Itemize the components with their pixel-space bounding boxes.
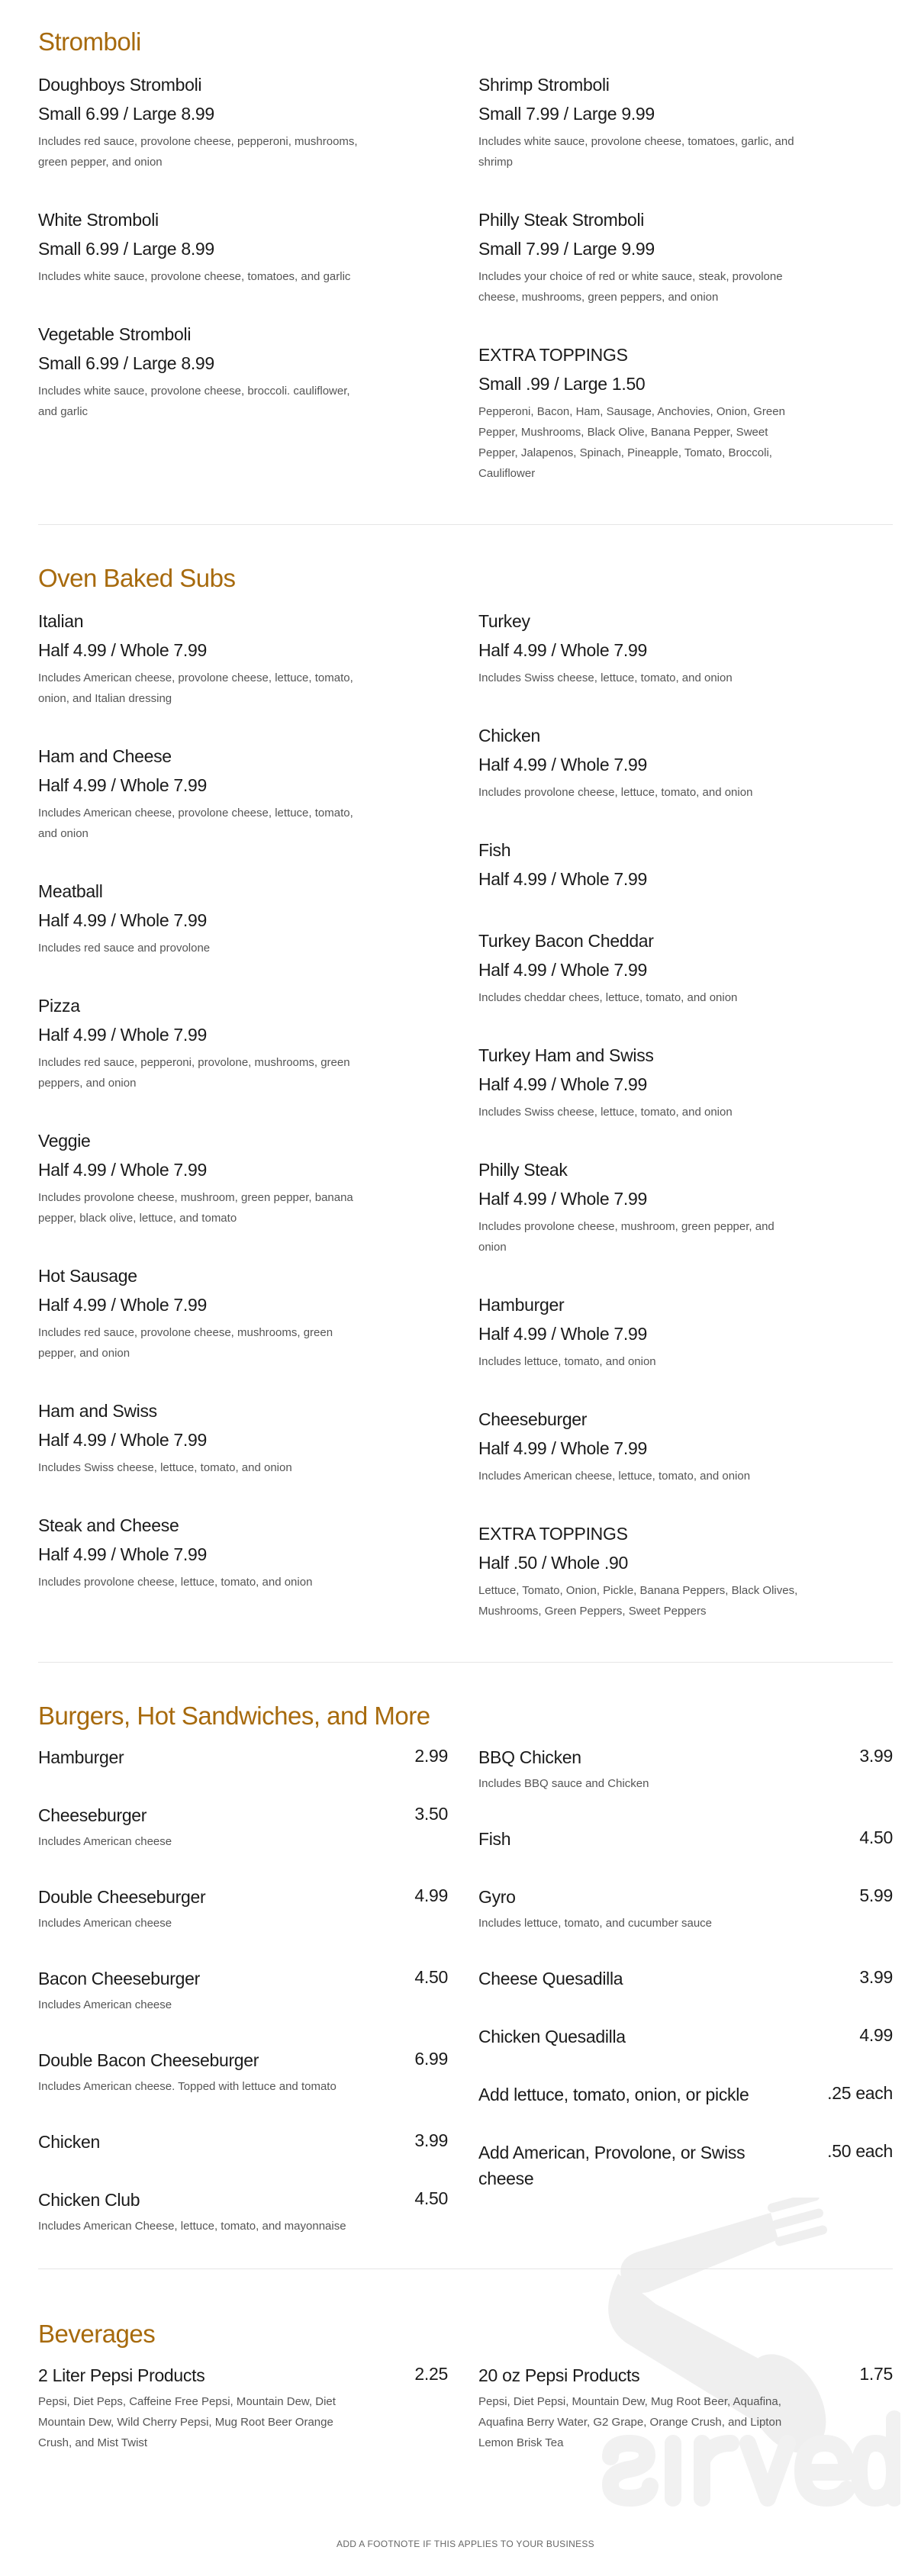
section-divider (38, 524, 893, 525)
item-price: Half 4.99 / Whole 7.99 (38, 1430, 207, 1450)
item-price: Half 4.99 / Whole 7.99 (38, 1025, 207, 1045)
item-header (38, 1802, 448, 1828)
item-price: 1.75 (859, 2364, 893, 2384)
menu-item (38, 1126, 448, 1228)
section-oven-baked-subs (38, 559, 893, 1654)
item-price: Half 4.99 / Whole 7.99 (38, 640, 207, 660)
item-description: Includes red sauce, provolone cheese, pepperoni, mushrooms, green pepper, and onion (38, 135, 358, 169)
section-stromboli (38, 23, 893, 517)
right-column (478, 2362, 893, 2485)
item-price: Half 4.99 / Whole 7.99 (478, 1074, 647, 1094)
item-name: Ham and Cheese (38, 746, 172, 766)
item-name: Hamburger (478, 1295, 565, 1315)
menu-item (38, 1511, 448, 1592)
item-price: Small 6.99 / Large 8.99 (38, 353, 214, 373)
item-header (38, 2047, 448, 2073)
item-description: Includes American cheese. Topped with lettuce and tomato (38, 2080, 337, 2093)
item-price: Half 4.99 / Whole 7.99 (478, 1189, 647, 1209)
item-header (38, 1966, 448, 1992)
item-name: Turkey Bacon Cheddar (478, 931, 654, 951)
item-name: EXTRA TOPPINGS (478, 1524, 628, 1544)
item-header (478, 1744, 893, 1770)
menu-item (478, 205, 893, 308)
menu-item (478, 340, 893, 484)
item-description: Includes white sauce, provolone cheese, tomatoes, garlic, and shrimp (478, 135, 794, 169)
item-price: .50 each (827, 2141, 893, 2161)
section-burgers (38, 1697, 893, 2268)
item-price: 4.50 (414, 2188, 448, 2208)
item-price: Half 4.99 / Whole 7.99 (38, 775, 207, 795)
menu-item (478, 2024, 893, 2050)
section-beverages (38, 2315, 893, 2485)
item-price: Half 4.99 / Whole 7.99 (38, 1160, 207, 1180)
section-title: Burgers, Hot Sandwiches, and More (38, 1702, 430, 1730)
menu-item (478, 1290, 893, 1372)
item-name: Fish (478, 840, 511, 860)
menu-item (38, 2129, 448, 2155)
item-name: EXTRA TOPPINGS (478, 345, 628, 365)
item-name: Cheeseburger (478, 1409, 588, 1429)
menu-item (478, 1041, 893, 1122)
item-price: 4.99 (859, 2025, 893, 2045)
item-name: Chicken (38, 2132, 100, 2152)
menu-item (478, 1519, 893, 1621)
item-description: Pepsi, Diet Pepsi, Mountain Dew, Mug Root Beer, Aquafina, Aquafina Berry Water, G2 Grape, Orange Crush, and Lipton Lemon Brisk Tea (478, 2395, 782, 2449)
item-description: Includes American Cheese, lettuce, tomato, and mayonnaise (38, 2220, 346, 2233)
item-name: Doughboys Stromboli (38, 75, 202, 95)
item-price: Half 4.99 / Whole 7.99 (38, 1295, 207, 1315)
menu-item (38, 2047, 448, 2097)
menu-item (38, 1744, 448, 1770)
item-name: Ham and Swiss (38, 1401, 157, 1421)
item-price: 5.99 (859, 1885, 893, 1905)
item-price: 3.99 (859, 1967, 893, 1987)
item-description: Includes your choice of red or white sauce, steak, provolone cheese, mushrooms, green peppers, and onion (478, 270, 783, 304)
item-header (478, 1884, 893, 1910)
item-name: Turkey (478, 611, 530, 631)
item-price: Half .50 / Whole .90 (478, 1553, 628, 1573)
item-name: Hamburger (38, 1747, 124, 1767)
item-description: Includes American cheese (38, 1917, 172, 1930)
footnote: ADD A FOOTNOTE IF THIS APPLIES TO YOUR BUSINESS (337, 2539, 594, 2549)
left-column (38, 607, 478, 1654)
right-column (478, 1744, 893, 2268)
menu-item (478, 2362, 893, 2453)
item-name: Veggie (38, 1131, 91, 1151)
item-header (478, 1966, 893, 1992)
section-title: Oven Baked Subs (38, 564, 236, 592)
section-title: Beverages (38, 2320, 156, 2348)
item-price: .25 each (827, 2083, 893, 2103)
item-description: Includes Swiss cheese, lettuce, tomato, and onion (478, 1106, 733, 1119)
menu-item (38, 742, 448, 844)
item-price: Half 4.99 / Whole 7.99 (478, 1438, 647, 1458)
item-description: Includes BBQ sauce and Chicken (478, 1777, 649, 1790)
item-name: Meatball (38, 881, 103, 901)
item-header (38, 1884, 448, 1910)
item-description: Includes lettuce, tomato, and onion (478, 1355, 656, 1368)
item-description: Pepperoni, Bacon, Ham, Sausage, Anchovies, Onion, Green Pepper, Mushrooms, Black Olive, Banana Pepper, Sweet Pepper, Jalapenos, Spinach, Pineapple, Tomato, Broccoli, Cauliflower (478, 405, 785, 480)
item-description: Includes provolone cheese, lettuce, tomato, and onion (38, 1576, 313, 1589)
item-price: 6.99 (414, 2049, 448, 2069)
item-name: Italian (38, 611, 84, 631)
item-header (478, 2362, 893, 2388)
item-name: Add lettuce, tomato, onion, or pickle (478, 2085, 749, 2104)
item-description: Includes American cheese (38, 1998, 172, 2011)
item-price: 2.99 (414, 1746, 448, 1766)
item-name: 2 Liter Pepsi Products (38, 2365, 205, 2385)
item-name: Double Cheeseburger (38, 1887, 206, 1907)
item-header (478, 2140, 893, 2191)
item-description: Includes red sauce and provolone (38, 942, 211, 955)
menu-item (478, 721, 893, 803)
item-description: Includes provolone cheese, mushroom, green pepper, banana pepper, black olive, lettuce, and tomato (38, 1191, 353, 1225)
menu-item (38, 1966, 448, 2015)
menu-item (38, 1396, 448, 1478)
item-name: Cheeseburger (38, 1805, 147, 1825)
item-price: Small 6.99 / Large 8.99 (38, 239, 214, 259)
item-header (38, 2187, 448, 2213)
item-description: Includes provolone cheese, mushroom, green pepper, and onion (478, 1220, 774, 1254)
item-name: Shrimp Stromboli (478, 75, 610, 95)
item-price: Half 4.99 / Whole 7.99 (478, 640, 647, 660)
item-name: Vegetable Stromboli (38, 324, 192, 344)
item-price: Half 4.99 / Whole 7.99 (478, 960, 647, 980)
menu-item (38, 2187, 448, 2236)
item-header (478, 2082, 893, 2107)
menu-item (38, 607, 448, 709)
left-column (38, 1744, 478, 2268)
item-name: 20 oz Pepsi Products (478, 2365, 640, 2385)
menu-item (478, 607, 893, 688)
menu-item (38, 1802, 448, 1852)
item-description: Includes American cheese, provolone cheese, lettuce, tomato, onion, and Italian dressing (38, 671, 353, 705)
item-price: 3.99 (859, 1746, 893, 1766)
item-description: Pepsi, Diet Peps, Caffeine Free Pepsi, Mountain Dew, Diet Mountain Dew, Wild Cherry Pepsi, Mug Root Beer Orange Crush, and Mist Twist (38, 2395, 336, 2449)
menu-item (478, 70, 893, 172)
item-description: Includes American cheese, lettuce, tomato, and onion (478, 1470, 751, 1483)
item-description: Includes American cheese, provolone cheese, lettuce, tomato, and onion (38, 807, 353, 840)
menu-item (38, 205, 448, 287)
item-price: Half 4.99 / Whole 7.99 (38, 910, 207, 930)
right-column (478, 607, 893, 1654)
menu-item (478, 1155, 893, 1257)
item-name: Chicken Club (38, 2190, 140, 2210)
item-description: Includes Swiss cheese, lettuce, tomato, and onion (478, 671, 733, 684)
item-price: Small 7.99 / Large 9.99 (478, 239, 655, 259)
menu-item (478, 2140, 893, 2191)
item-description: Includes red sauce, provolone cheese, mushrooms, green pepper, and onion (38, 1326, 333, 1360)
item-price: 2.25 (414, 2364, 448, 2384)
menu-item (478, 1744, 893, 1794)
item-description: Includes red sauce, pepperoni, provolone, mushrooms, green peppers, and onion (38, 1056, 350, 1090)
menu-item (38, 991, 448, 1093)
item-description: Includes American cheese (38, 1835, 172, 1848)
menu-item (478, 1966, 893, 1992)
menu-item (38, 2362, 448, 2453)
menu-item (38, 320, 448, 422)
menu-item (38, 70, 448, 172)
item-header (38, 1744, 448, 1770)
item-name: White Stromboli (38, 210, 159, 230)
menu-item (478, 836, 893, 894)
menu-item (478, 926, 893, 1008)
item-name: Hot Sausage (38, 1266, 137, 1286)
item-name: Steak and Cheese (38, 1515, 179, 1535)
item-description: Includes cheddar chees, lettuce, tomato, and onion (478, 991, 738, 1004)
item-name: Chicken Quesadilla (478, 2027, 626, 2046)
section-divider (38, 2268, 893, 2269)
item-name: Pizza (38, 996, 80, 1016)
item-name: Gyro (478, 1887, 516, 1907)
item-name: Add American, Provolone, or Swiss cheese (478, 2143, 745, 2188)
item-description: Includes provolone cheese, lettuce, tomato, and onion (478, 786, 753, 799)
menu-item (478, 1405, 893, 1486)
item-price: Small .99 / Large 1.50 (478, 374, 646, 394)
menu-item (478, 1884, 893, 1934)
item-description: Includes white sauce, provolone cheese, tomatoes, and garlic (38, 270, 351, 283)
item-name: Philly Steak (478, 1160, 568, 1180)
item-description: Lettuce, Tomato, Onion, Pickle, Banana Peppers, Black Olives, Mushrooms, Green Peppers, Sweet Peppers (478, 1584, 798, 1618)
item-price: 3.99 (414, 2130, 448, 2150)
item-price: 4.99 (414, 1885, 448, 1905)
item-price: 4.50 (414, 1967, 448, 1987)
menu-item (38, 1261, 448, 1364)
item-name: Philly Steak Stromboli (478, 210, 645, 230)
left-column (38, 70, 478, 517)
item-price: Half 4.99 / Whole 7.99 (478, 755, 647, 774)
item-price: Small 6.99 / Large 8.99 (38, 104, 214, 124)
menu-item (38, 1884, 448, 1934)
item-header (38, 2362, 448, 2388)
menu-item (38, 877, 448, 958)
item-header (38, 2129, 448, 2155)
item-description: Includes Swiss cheese, lettuce, tomato, and onion (38, 1461, 292, 1474)
menu-item (478, 2082, 893, 2107)
section-divider (38, 1662, 893, 1663)
menu-item (478, 1826, 893, 1852)
item-description: Includes white sauce, provolone cheese, broccoli. cauliflower, and garlic (38, 385, 350, 418)
section-title: Stromboli (38, 27, 141, 56)
item-price: 3.50 (414, 1804, 448, 1824)
item-name: Fish (478, 1829, 511, 1849)
left-column (38, 2362, 478, 2485)
item-name: Turkey Ham and Swiss (478, 1045, 654, 1065)
item-name: Double Bacon Cheeseburger (38, 2050, 259, 2070)
item-name: Bacon Cheeseburger (38, 1969, 200, 1988)
item-price: Half 4.99 / Whole 7.99 (478, 1324, 647, 1344)
item-price: Small 7.99 / Large 9.99 (478, 104, 655, 124)
item-name: BBQ Chicken (478, 1747, 581, 1767)
item-price: Half 4.99 / Whole 7.99 (478, 869, 647, 889)
item-header (478, 2024, 893, 2050)
item-name: Chicken (478, 726, 540, 745)
item-price: 4.50 (859, 1827, 893, 1847)
item-price: Half 4.99 / Whole 7.99 (38, 1544, 207, 1564)
item-header (478, 1826, 893, 1852)
item-name: Cheese Quesadilla (478, 1969, 623, 1988)
item-description: Includes lettuce, tomato, and cucumber sauce (478, 1917, 713, 1930)
right-column (478, 70, 893, 517)
